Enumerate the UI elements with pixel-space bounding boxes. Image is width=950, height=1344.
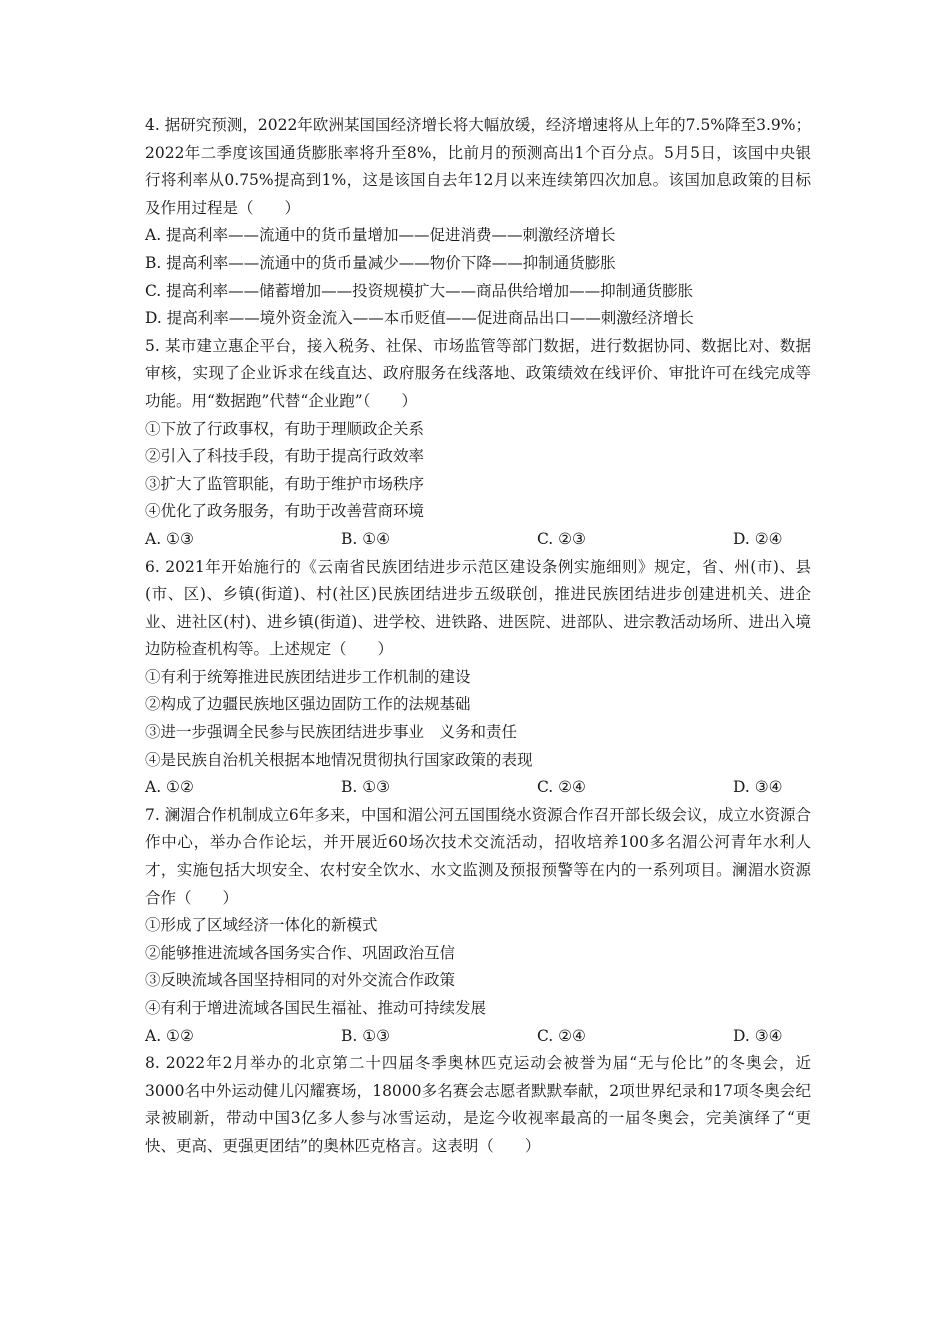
option-c: C. 提高利率——储蓄增加——投资规模扩大——商品供给增加——抑制通货膨胀: [145, 281, 694, 300]
statement-1: ①有利于统筹推进民族团结进步工作机制的建设: [145, 667, 471, 686]
answer-choices: [145, 1023, 811, 1051]
answer-choices: [145, 526, 811, 554]
question-stem: 4. 据研究预测，2022年欧洲某国国经济增长将大幅放缓，经济增速将从上年的7.5%降至3.9%；2022年二季度该国通货膨胀率将升至8%，比前月的预测高出1个百分点。5月5日，该国中央银行将利率从0.75%提高到1%，这是该国自去年12月以来连续第四次加息。该国加息政策的目标及作用过程是（ ）: [145, 116, 811, 217]
choice-d: D. ③④: [733, 1026, 783, 1045]
choice-a: A. ①③: [145, 529, 194, 548]
question-stem: 7. 澜湄合作机制成立6年多来，中国和湄公河五国围绕水资源合作召开部长级会议，成立水资源合作中心，举办合作论坛，并开展近60场次技术交流活动，招收培养100多名湄公河青年水利人才，实施包括大坝安全、农村安全饮水、水文监测及预报预警等在内的一系列项目。澜湄水资源合作（ ）: [145, 805, 811, 907]
choice-c: C. ②④: [537, 1026, 586, 1045]
question-5: [145, 333, 811, 554]
question-6: [145, 554, 811, 802]
answer-choices: [145, 774, 811, 802]
statement-2: ②构成了边疆民族地区强边固防工作的法规基础: [145, 695, 471, 714]
statement-2: ②能够推进流域各国务实合作、巩固政治互信: [145, 943, 456, 962]
option-b: B. 提高利率——流通中的货币量减少——物价下降——抑制通货膨胀: [145, 253, 616, 272]
statement-3: ③进一步强调全民参与民族团结进步事业 义务和责任: [145, 723, 518, 742]
exam-page: [145, 112, 811, 1161]
statement-4: ④优化了政务服务，有助于改善营商环境: [145, 502, 425, 521]
statement-4: ④是民族自治机关根据本地情况贯彻执行国家政策的表现: [145, 750, 533, 769]
question-stem: 6. 2021年开始施行的《云南省民族团结进步示范区建设条例实施细则》规定，省、州(市)、县(市、区)、乡镇(街道)、村(社区)民族团结进步五级联创，推进民族团结进步创建进机关、进企业、进社区(村)、进乡镇(街道)、进学校、进铁路、进医院、进部队、进宗教活动场所、进出入境边防检查机构等。上述规定（ ）: [145, 557, 811, 659]
choice-b: B. ①③: [341, 1026, 391, 1045]
choice-d: D. ③④: [733, 778, 783, 797]
question-7: [145, 802, 811, 1050]
statement-4: ④有利于增进流域各国民生福祉、推动可持续发展: [145, 999, 487, 1017]
question-4: [145, 112, 811, 333]
choice-c: C. ②③: [537, 529, 586, 548]
question-8: [145, 1050, 811, 1160]
statement-2: ②引入了科技手段，有助于提高行政效率: [145, 447, 425, 466]
question-stem: 8. 2022年2月举办的北京第二十四届冬季奥林匹克运动会被誉为届“无与伦比”的冬奥会，近3000名中外运动健儿闪耀赛场，18000多名赛会志愿者默默奉献，2项世界纪录和17项冬奥会纪录被刷新，带动中国3亿多人参与冰雪运动，是迄今收视率最高的一届冬奥会，完美演绎了“更快、更高、更强更团结”的奥林匹克格言。这表明（ ）: [145, 1054, 811, 1155]
statement-1: ①下放了行政事权，有助于理顺政企关系: [145, 419, 425, 438]
choice-a: A. ①②: [145, 778, 194, 797]
choice-b: B. ①④: [341, 529, 391, 548]
statement-1: ①形成了区域经济一体化的新模式: [145, 916, 378, 935]
statement-3: ③扩大了监管职能，有助于维护市场秩序: [145, 474, 425, 493]
statement-3: ③反映流域各国坚持相同的对外交流合作政策: [145, 971, 456, 990]
choice-b: B. ①③: [341, 778, 391, 797]
question-stem: 5. 某市建立惠企平台，接入税务、社保、市场监管等部门数据，进行数据协同、数据比对、数据审核，实现了企业诉求在线直达、政府服务在线落地、政策绩效在线评价、审批许可在线完成等功能。用“数据跑”代替“企业跑”（ ）: [145, 336, 811, 410]
option-a: A. 提高利率——流通中的货币量增加——促进消费——刺激经济增长: [145, 226, 616, 245]
option-d: D. 提高利率——境外资金流入——本币贬值——促进商品出口——刺激经济增长: [145, 309, 694, 328]
choice-d: D. ②④: [733, 529, 783, 548]
choice-a: A. ①②: [145, 1026, 194, 1045]
choice-c: C. ②④: [537, 778, 586, 797]
